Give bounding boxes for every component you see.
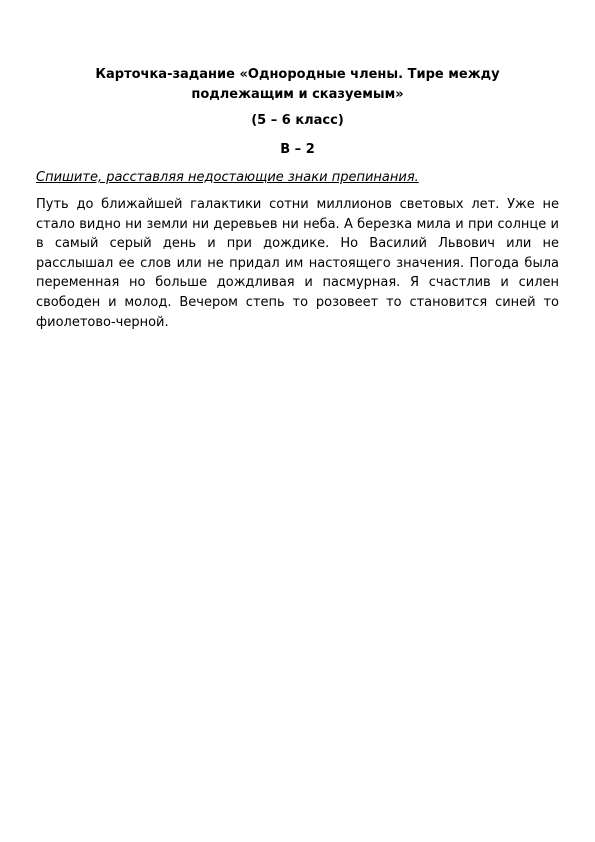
grade-label: (5 – 6 класс): [251, 113, 344, 128]
variant-label: В – 2: [280, 142, 315, 157]
task-instruction: Спишите, расставляя недостающие знаки препинания.: [36, 170, 419, 185]
exercise-text: Путь до ближайшей галактики сотни миллионов световых лет. Уже не стало видно ни земли ни деревьев ни неба. А березка мила и при солнце и в самый серый день и при дождике. Но Василий Львович или не расслышал ее слов или не придал им настоящего значения. Погода была переменная но больше дождливая и пасмурная. Я счастлив и силен свободен и молод. Вечером степь то розовеет то становится синей то фиолетово-черной.: [36, 197, 559, 330]
document-title: Карточка-задание «Однородные члены. Тире между подлежащим и сказуемым»: [95, 67, 500, 102]
